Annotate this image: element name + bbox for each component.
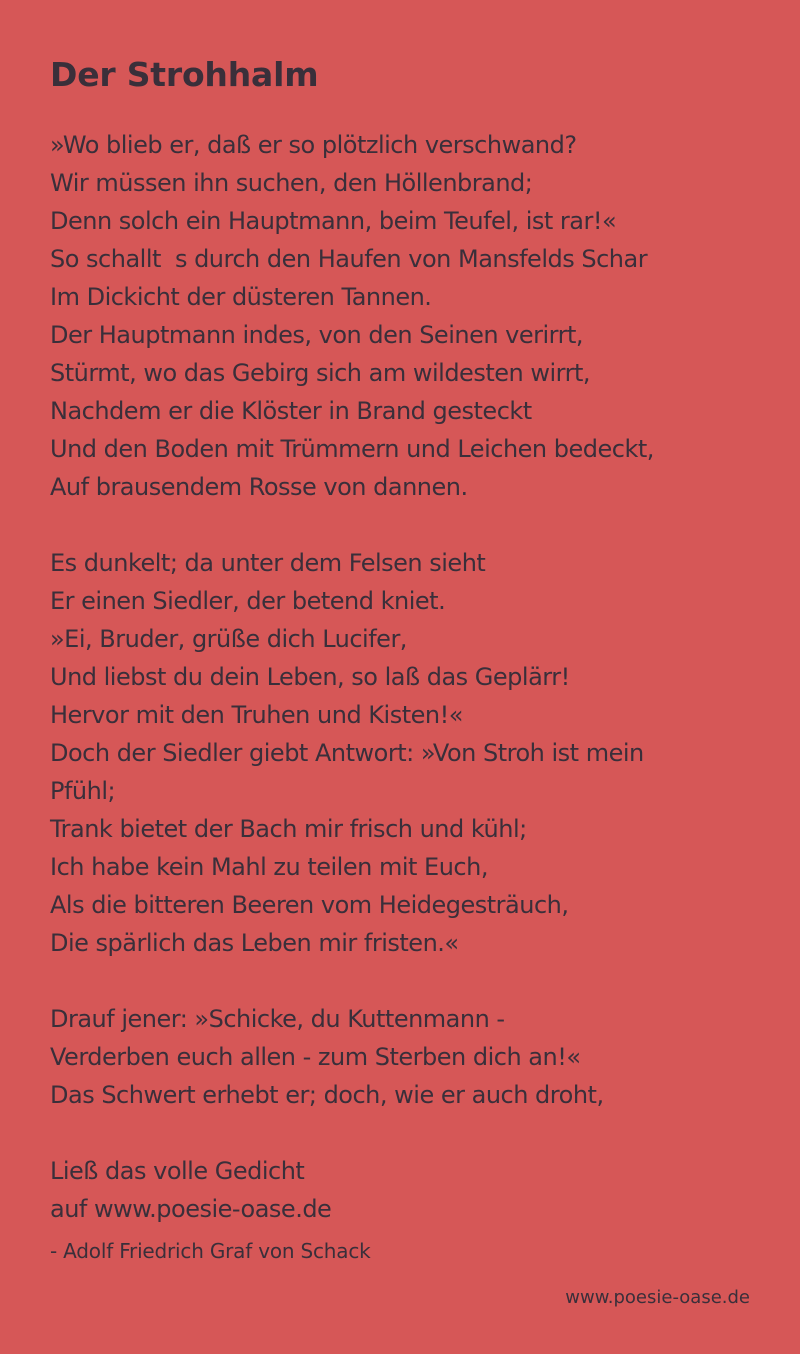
stanza-3 — [50, 1000, 770, 1114]
poem-line: Denn solch ein Hauptmann, beim Teufel, ist rar!« — [50, 207, 617, 235]
poem-line: »Ei, Bruder, grüße dich Lucifer, — [50, 625, 407, 653]
poem-line: Im Dickicht der düsteren Tannen. — [50, 283, 432, 311]
poem-line: Wir müssen ihn suchen, den Höllenbrand; — [50, 169, 533, 197]
poem-line: Ich habe kein Mahl zu teilen mit Euch, — [50, 853, 488, 881]
poem-line: Nachdem er die Klöster in Brand gesteckt — [50, 397, 532, 425]
teaser-line: Ließ das volle Gedicht — [50, 1157, 305, 1185]
stanza-1 — [50, 126, 770, 506]
poem-line: Auf brausendem Rosse von dannen. — [50, 473, 468, 501]
poem-line: Er einen Siedler, der betend kniet. — [50, 587, 446, 615]
poem-line: Verderben euch allen - zum Sterben dich an!« — [50, 1043, 581, 1071]
poem-line: Das Schwert erhebt er; doch, wie er auch droht, — [50, 1081, 604, 1109]
poem-line: Trank bietet der Bach mir frisch und kühl; — [50, 815, 527, 843]
full-poem-teaser — [50, 1152, 770, 1228]
poem-line: Und liebst du dein Leben, so laß das Geplärr! — [50, 663, 570, 691]
poem-line: So schallts durch den Haufen von Mansfelds Schar — [50, 245, 648, 273]
poem-title: Der Strohhalm — [50, 55, 319, 94]
website-footer: www.poesie-oase.de — [565, 1287, 750, 1308]
poem-line: Stürmt, wo das Gebirg sich am wildesten wirrt, — [50, 359, 590, 387]
poem-line: Pfühl; — [50, 777, 116, 805]
poem-line: Und den Boden mit Trümmern und Leichen bedeckt, — [50, 435, 654, 463]
poem-line: »Wo blieb er, daß er so plötzlich verschwand? — [50, 131, 577, 159]
stanza-2 — [50, 544, 770, 962]
poem-line: Die spärlich das Leben mir fristen.« — [50, 929, 459, 957]
poem-card — [50, 52, 770, 1266]
teaser-line: auf www.poesie-oase.de — [50, 1195, 332, 1223]
poem-line: Der Hauptmann indes, von den Seinen verirrt, — [50, 321, 584, 349]
poem-line: Drauf jener: »Schicke, du Kuttenmann - — [50, 1005, 505, 1033]
poem-line: Doch der Siedler giebt Antwort: »Von Stroh ist mein — [50, 739, 644, 767]
poem-line: Es dunkelt; da unter dem Felsen sieht — [50, 549, 486, 577]
poem-line: Als die bitteren Beeren vom Heidegesträuch, — [50, 891, 569, 919]
poem-author: - Adolf Friedrich Graf von Schack — [50, 1239, 371, 1263]
poem-body — [50, 126, 770, 1266]
poem-line: Hervor mit den Truhen und Kisten!« — [50, 701, 463, 729]
